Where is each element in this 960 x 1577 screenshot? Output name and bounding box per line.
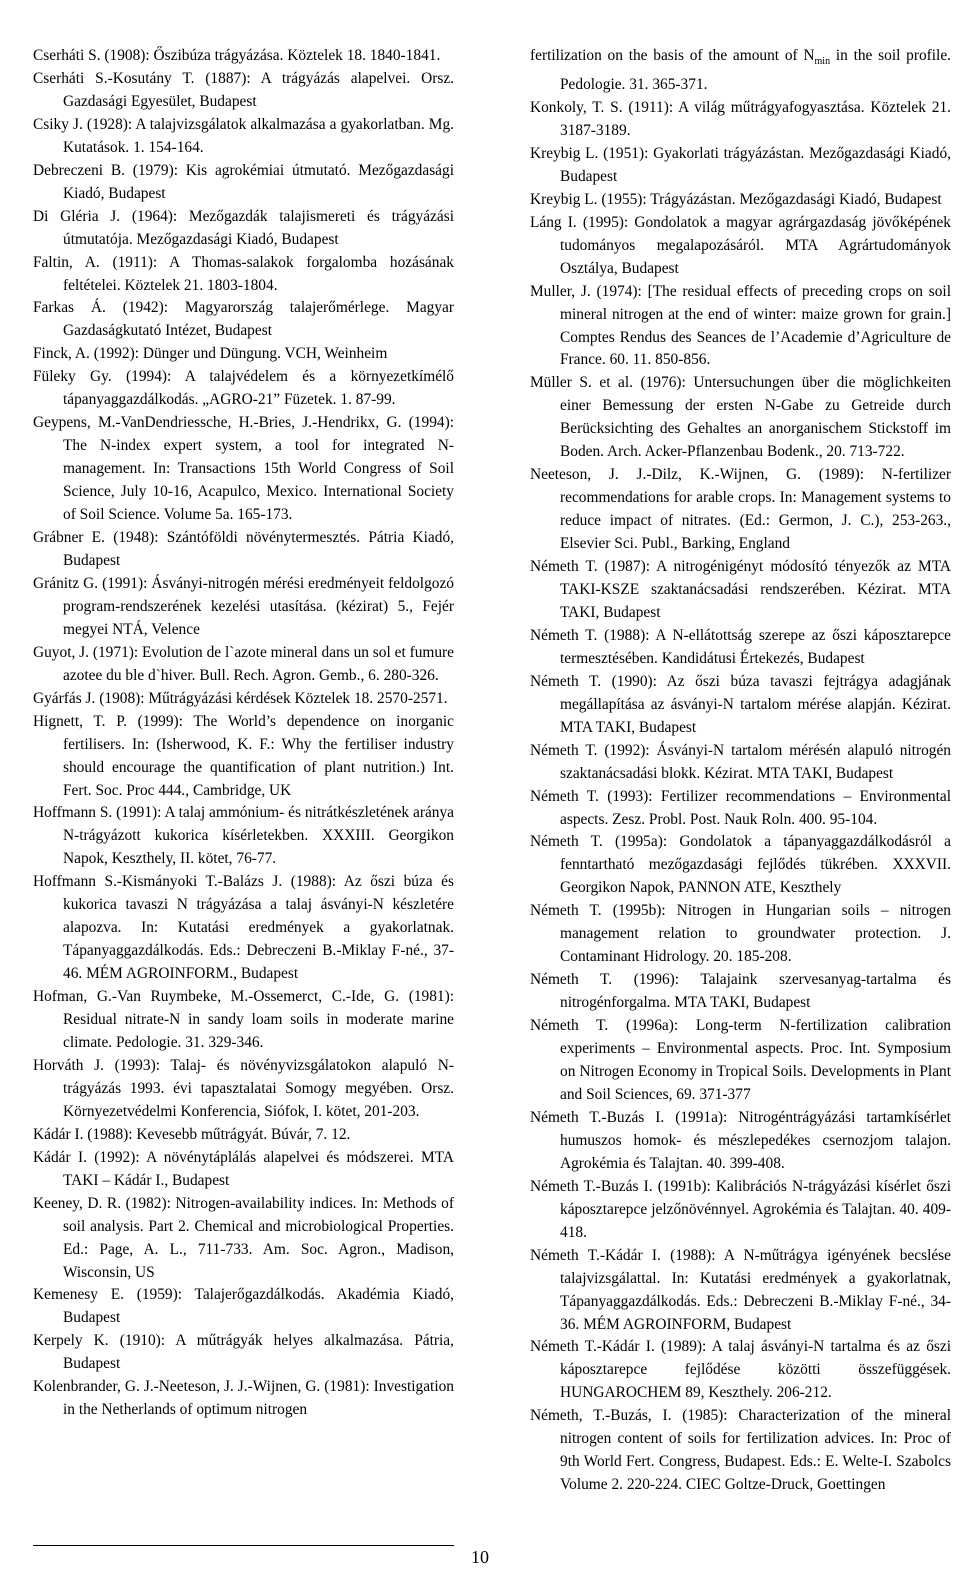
reference-entry: Kreybig L. (1955): Trágyázástan. Mezőgazdasági Kiadó, Budapest — [530, 190, 942, 208]
reference-entry: Németh T. (1987): A nitrogénigényt módosító tényezők az MTA TAKI-KSZE szaktanácsadási rendszerében. Kézirat. MTA TAKI, Budapest — [530, 558, 951, 621]
references-left-column — [33, 45, 454, 1422]
reference-entry: Guyot, J. (1971): Evolution de l`azote mineral dans un sol et fumure azotee du ble d`hiver. Bull. Rech. Agron. Gemb., 6. 280-326. — [33, 643, 455, 684]
reference-entry: Muller, J. (1974): [The residual effects of preceding crops on soil mineral nitrogen at the end of winter: maize grown for grain.] Comptes Rendus des Seances de l’Academie d’Agriculture de France. 60. 11. 850-856. — [530, 282, 951, 369]
reference-entry: fertilization on the basis of the amount of $N_{min}$ in the soil profile. Pedologie. 31. 365-371. — [530, 47, 951, 94]
reference-entry: Müller S. et al. (1976): Untersuchungen über die möglichkeiten einer Bemessung der ersten N-Gabe zu Getreide durch Berücksichting des Gehaltes an anorganischem Stickstoff im Boden. Arch. Acker-Pflanzenbau Bodenk., 20. 713-722. — [530, 374, 951, 461]
reference-entry: Keeney, D. R. (1982): Nitrogen-availability indices. In: Methods of soil analysis. Part 2. Chemical and microbiological Properties. Ed.: Page, A. L., 711-733. Am. Soc. Agron., Madison, Wisconsin, US — [33, 1194, 454, 1281]
reference-entry: Németh, T.-Buzás, I. (1985): Characterization of the mineral nitrogen content of soils for fertilization advices. In: Proc of 9th World Fert. Congress, Budapest. Eds.: E. Welte-I. Szabolcs Volume 2. 220-224. CIEC Goltze-Druck, Goettingen — [530, 1407, 951, 1494]
reference-entry: Füleky Gy. (1994): A talajvédelem és a környezetkímélő tápanyaggazdálkodás. „AGRO-21” Füzetek. 1. 87-99. — [33, 368, 454, 409]
references-right-column — [530, 45, 951, 1497]
reference-entry: Kerpely K. (1910): A műtrágyák helyes alkalmazása. Pátria, Budapest — [33, 1332, 454, 1373]
reference-entry: Farkas Á. (1942): Magyarország talajerőmérlege. Magyar Gazdaságkutató Intézet, Budapest — [33, 299, 454, 340]
reference-entry: Gyárfás J. (1908): Műtrágyázási kérdések Köztelek 18. 2570-2571. — [33, 689, 448, 707]
reference-entry: Németh T. (1995a): Gondolatok a tápanyaggazdálkodásról a fenntartható mezőgazdasági fejlődés tükrében. XXXVII. Georgikon Napok, PANNON ATE, Keszthely — [530, 833, 951, 897]
reference-entry: Németh T. (1996): Talajaink szervesanyag-tartalma és nitrogénforgalma. MTA TAKI, Budapest — [530, 971, 951, 1012]
reference-entry: Faltin, A. (1911): A Thomas-salakok forgalomba hozásának feltételei. Köztelek 21. 1803-1804. — [33, 253, 454, 294]
reference-entry: Debreczeni B. (1979): Kis agrokémiai útmutató. Mezőgazdasági Kiadó, Budapest — [33, 161, 454, 202]
reference-entry: Di Gléria J. (1964): Mezőgazdák talajismereti és trágyázási útmutatója. Mezőgazdasági Kiadó, Budapest — [33, 207, 454, 248]
reference-entry: Hoffmann S. (1991): A talaj ammónium- és nitrátkészletének aránya N-trágyázott kukorica kísérletekben. XXXIII. Georgikon Napok, Keszthely, II. kötet, 76-77. — [33, 804, 454, 868]
reference-entry: Finck, A. (1992): Dünger und Düngung. VCH, Weinheim — [33, 345, 388, 363]
footer-rule — [33, 1545, 454, 1546]
reference-entry: Gránitz G. (1991): Ásványi-nitrogén mérési eredményeit feldolgozó program-rendszerének kezelési utasítása. (kézirat) 5., Fejér megyei NTÁ, Velence — [33, 574, 454, 638]
reference-entry: Csiky J. (1928): A talajvizsgálatok alkalmazása a gyakorlatban. Mg. Kutatások. 1. 154-164. — [33, 115, 454, 156]
reference-entry: Kádár I. (1988): Kevesebb műtrágyát. Búvár, 7. 12. — [33, 1125, 351, 1143]
reference-entry: Grábner E. (1948): Szántóföldi növénytermesztés. Pátria Kiadó, Budapest — [33, 529, 454, 569]
reference-entry: Cserháti S.-Kosutány T. (1887): A trágyázás alapelvei. Orsz. Gazdasági Egyesület, Budapest — [33, 69, 454, 110]
reference-entry: Németh T. (1988): A N-ellátottság szerepe az őszi káposztarepce termesztésében. Kandidátusi Értekezés, Budapest — [530, 626, 951, 667]
reference-entry: Láng I. (1995): Gondolatok a magyar agrárgazdaság jövőképének tudományos megalapozásáról. MTA Agrártudományok Osztálya, Budapest — [530, 213, 951, 277]
reference-entry: Németh T. (1993): Fertilizer recommendations – Environmental aspects. Zesz. Probl. Post. Nauk Roln. 400. 95-104. — [530, 787, 951, 828]
reference-entry: Geypens, M.-VanDendriessche, H.-Bries, J.-Hendrikx, G. (1994): The N-index expert system, a tool for integrated N-management. In: Transactions 15th World Congress of Soil Science, July 10-16, Acapulco, Mexico. International Society of Soil Science. Volume 5a. 165-173. — [33, 414, 454, 524]
page-number: 10 — [471, 1547, 489, 1567]
reference-entry: Németh T. (1992): Ásványi-N tartalom mérésén alapuló nitrogén szaktanácsadási blokk. Kézirat. MTA TAKI, Budapest — [530, 741, 951, 782]
reference-entry: Németh T. (1996a): Long-term N-fertilization calibration experiments – Environmental aspects. Proc. Int. Symposium on Nitrogen Economy in Tropical Soils. Developments in Plant and Soil Sciences, 69. 371-377 — [530, 1017, 951, 1103]
reference-entry: Kolenbrander, G. J.-Neeteson, J. J.-Wijnen, G. (1981): Investigation in the Netherlands of optimum nitrogen — [33, 1378, 454, 1419]
reference-entry: Neeteson, J. J.-Dilz, K.-Wijnen, G. (1989): N-fertilizer recommendations for arable crops. In: Management systems to reduce impact of nitrates. (Ed.: Germon, J. C.), 253-263., Elsevier Sci. Publ., Barking, England — [530, 466, 951, 553]
reference-entry: Németh T.-Kádár I. (1989): A talaj ásványi-N tartalma és az őszi káposztarepce fejlődése közötti összefüggések. HUNGAROCHEM 89, Keszthely. 206-212. — [530, 1338, 951, 1402]
reference-entry: Cserháti S. (1908): Őszibúza trágyázása. Köztelek 18. 1840-1841. — [33, 47, 441, 64]
reference-entry: Németh T.-Kádár I. (1988): A N-műtrágya igényének becslése talajvizsgálattal. In: Kutatási eredmények a gyakorlatnak, Tápanyaggazdálkodás. Eds.: Debreczeni B.-Miklay F-né., 34-36. MÉM AGROINFORM, Budapest — [530, 1246, 951, 1333]
reference-entry: Horváth J. (1993): Talaj- és növényvizsgálatokon alapuló N-trágyázás 1993. évi tapasztalatai Somogy megyében. Orsz. Környezetvédelmi Konferencia, Siófok, I. kötet, 201-203. — [33, 1056, 454, 1120]
reference-entry: Hoffmann S.-Kismányoki T.-Balázs J. (1988): Az őszi búza és kukorica tavaszi N trágyázása a talaj ásványi-N készletére alapozva. In: Kutatási eredmények a gyakorlatnak. Tápanyaggazdálkodás. Eds.: Debreczeni B.-Miklay F-né., 37-46. MÉM AGROINFORM., Budapest — [33, 873, 454, 983]
reference-entry: Németh T.-Buzás I. (1991b): Kalibrációs N-trágyázási kísérlet őszi káposztarepce jelzőnövénnyel. Agrokémia és Talajtan. 40. 409-418. — [530, 1177, 951, 1241]
reference-entry: Németh T.-Buzás I. (1991a): Nitrogéntrágyázási tartamkísérlet humuszos homok- és mészlepedékes csernozjom talajon. Agrokémia és Talajtan. 40. 399-408. — [530, 1108, 951, 1172]
reference-entry: Kreybig L. (1951): Gyakorlati trágyázástan. Mezőgazdasági Kiadó, Budapest — [530, 144, 951, 185]
reference-entry: Németh T. (1990): Az őszi búza tavaszi fejtrágya adagjának megállapítása az ásványi-N tartalom mérése alapján. Kézirat. MTA TAKI, Budapest — [530, 672, 951, 736]
reference-entry: Konkoly, T. S. (1911): A világ műtrágyafogyasztása. Köztelek 21. 3187-3189. — [530, 98, 951, 139]
reference-entry: Németh T. (1995b): Nitrogen in Hungarian soils – nitrogen management relation to groundwater protection. J. Contaminant Hidrology. 20. 185-208. — [530, 902, 951, 966]
reference-entry: Kemenesy E. (1959): Talajerőgazdálkodás. Akadémia Kiadó, Budapest — [33, 1286, 454, 1327]
reference-entry: Hignett, T. P. (1999): The World’s dependence on inorganic fertilisers. In: (Isherwood, K. F.: Why the fertiliser industry should encourage the quantification of plant nutrition.) Int. Fert. Soc. Proc 444., Cambridge, UK — [33, 712, 454, 799]
reference-entry: Kádár I. (1992): A növénytáplálás alapelvei és módszerei. MTA TAKI – Kádár I., Budapest — [33, 1148, 454, 1189]
reference-entry: Hofman, G.-Van Ruymbeke, M.-Ossemerct, C.-Ide, G. (1981): Residual nitrate-N in sandy loam soils in moderate marine climate. Pedologie. 31. 329-346. — [33, 988, 454, 1051]
